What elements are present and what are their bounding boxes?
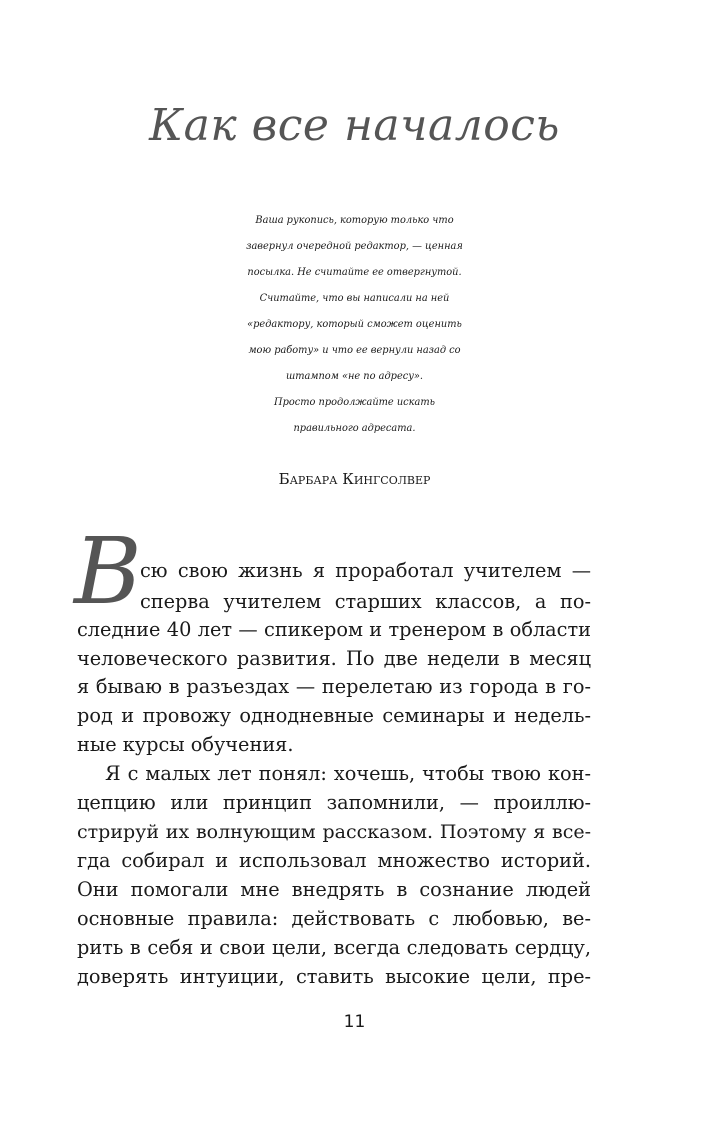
body-line: Я с малых лет понял: хочешь, чтобы твою кон- — [105, 762, 591, 785]
body-line: рить в себя и свои цели, всегда следовать сердцу, — [77, 936, 591, 959]
epigraph-line: посылка. Не считайте ее отвергнутой. — [247, 267, 462, 278]
epigraph — [0, 208, 709, 442]
body-line: стрируй их волнующим рассказом. Поэтому я все- — [77, 821, 591, 843]
chapter-title: Как все началось — [149, 100, 560, 151]
body-line: человеческого развития. По две недели в месяц — [77, 647, 591, 670]
body-line: Они помогали мне внедрять в сознание людей — [77, 878, 591, 901]
body-line: основные правила: действовать с любовью, ве- — [77, 907, 591, 930]
body-line: сю свою жизнь я проработал учителем — — [140, 559, 591, 582]
page-number: 11 — [343, 1012, 366, 1032]
epigraph-line: штампом «не по адресу». — [285, 371, 424, 382]
body-line: род и провожу однодневные семинары и недель- — [77, 704, 591, 727]
epigraph-line: Ваша рукопись, которую только что — [255, 215, 454, 226]
body-line: сперва учителем старших классов, а по- — [140, 590, 591, 613]
epigraph-line: Считайте, что вы написали на ней — [259, 293, 450, 304]
epigraph-author: Барбара Кингсолвер — [278, 470, 431, 488]
epigraph-line: «редактору, который сможет оценить — [247, 319, 462, 330]
body-line: ные курсы обучения. — [77, 733, 294, 756]
epigraph-line: правильного адресата. — [293, 423, 416, 434]
epigraph-line: завернул очередной редактор, — ценная — [246, 241, 463, 252]
body-line: гда собирал и использовал множество историй. — [77, 849, 591, 872]
epigraph-line: мою работу» и что ее вернули назад со — [248, 345, 461, 356]
body-line: цепцию или принцип запомнили, — проиллю- — [77, 791, 591, 814]
epigraph-line: Просто продолжайте искать — [274, 397, 435, 408]
body-line: доверять интуиции, ставить высокие цели, пре- — [77, 965, 591, 988]
drop-cap: В — [74, 518, 142, 625]
body-line: следние 40 лет — спикером и тренером в области — [77, 618, 591, 641]
body-line: я бываю в разъездах — перелетаю из города в го- — [77, 675, 591, 698]
